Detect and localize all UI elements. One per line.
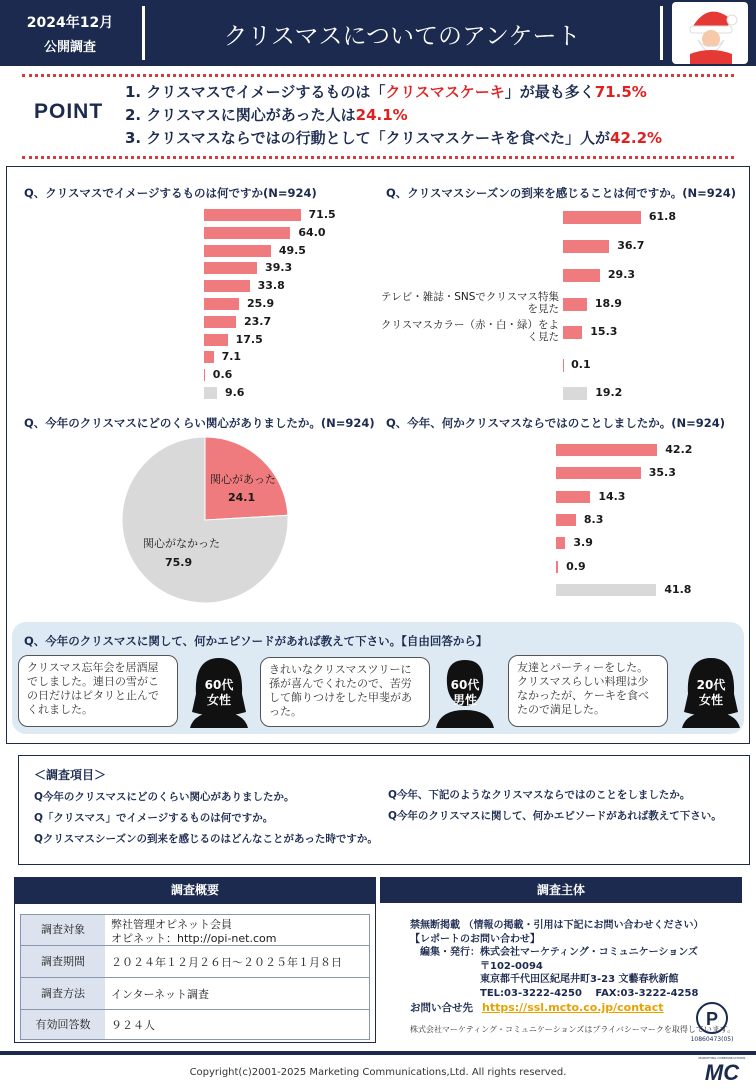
sponsor-text bbox=[410, 919, 703, 1000]
chart1-bar bbox=[204, 280, 250, 292]
overview-label-2: 調査期間 bbox=[21, 946, 105, 977]
page-title: クリスマスについてのアンケート bbox=[223, 22, 581, 50]
chart1-bar bbox=[204, 351, 214, 363]
chart3-title: Q、今年のクリスマスにどのくらい関心がありましたか。(N=924) bbox=[24, 416, 375, 430]
chart4-bar bbox=[556, 584, 656, 596]
chart4-value: 8.3 bbox=[583, 512, 604, 526]
chart2-bar bbox=[563, 269, 600, 282]
pie-label-yes: 関心があった bbox=[210, 473, 276, 486]
contact-label: お問い合せ先 bbox=[410, 1002, 473, 1014]
mc-logo-text: MC bbox=[704, 1060, 740, 1085]
header-label: 公開調査 bbox=[43, 40, 96, 55]
chart4-value: 3.9 bbox=[573, 536, 593, 550]
chart2-label: クリスマスカラー（赤・白・緑）をよく見た bbox=[380, 319, 559, 343]
pie-label-no: 関心がなかった bbox=[143, 537, 220, 550]
chart2-value: 0.1 bbox=[571, 358, 591, 371]
santa-icon bbox=[672, 2, 748, 64]
episode-gender-1: 女性 bbox=[206, 693, 231, 707]
chart1-bar bbox=[204, 245, 271, 257]
pie-value-no: 75.9 bbox=[165, 556, 193, 569]
chart1-value: 7.1 bbox=[221, 350, 242, 364]
episode-bubble-2: きれいなクリスマスツリーに孫が喜んでくれたので、苦労して飾りつけをした甲斐があった。 bbox=[260, 657, 430, 727]
chart1-bar bbox=[204, 334, 228, 346]
chart2-title: Q、クリスマスシーズンの到来を感じることは何ですか。(N=924) bbox=[386, 186, 737, 200]
header-date: 2024年12月 bbox=[26, 15, 114, 31]
overview-value-3: インターネット調査 bbox=[111, 988, 210, 1001]
chart1-value: 23.7 bbox=[243, 314, 272, 328]
chart4-value: 41.8 bbox=[664, 582, 692, 596]
chart1-title: Q、クリスマスでイメージするものは何ですか(N=924) bbox=[24, 186, 317, 200]
mc-logo bbox=[698, 1056, 746, 1086]
chart1-bar bbox=[204, 209, 301, 221]
sponsor-line-6: TEL:03-3222-4250 FAX:03-3222-4258 bbox=[410, 987, 699, 999]
chart2-value: 61.8 bbox=[648, 210, 676, 223]
episode-gender-2: 男性 bbox=[452, 693, 477, 707]
episode-gender-3: 女性 bbox=[698, 693, 723, 707]
chart1-value: 0.6 bbox=[212, 368, 233, 382]
chart1-value: 9.6 bbox=[224, 386, 245, 399]
sponsor-line-1: 禁無断掲載 （情報の掲載・引用は下記にお問い合わせください） bbox=[410, 920, 704, 931]
chart4-bar bbox=[556, 561, 558, 573]
sponsor-line-2: 【レポートのお問い合わせ】 bbox=[410, 933, 540, 945]
header-divider-right bbox=[660, 6, 663, 60]
chart2-bar bbox=[563, 359, 564, 372]
chart4-bar bbox=[556, 444, 657, 456]
survey-item-right-1: Q今年、下記のようなクリスマスならではのことをしましたか。 bbox=[388, 789, 691, 801]
survey-item-left-1: Q今年のクリスマスにどのくらい関心がありましたか。 bbox=[34, 791, 295, 803]
chart1-value: 39.3 bbox=[265, 261, 293, 275]
overview-row-1 bbox=[20, 914, 370, 946]
chart1-value: 25.9 bbox=[246, 297, 275, 310]
chart1-bar bbox=[204, 298, 239, 310]
sponsor-line-4: 〒102-0094 bbox=[410, 960, 543, 972]
chart2-value: 19.2 bbox=[595, 386, 623, 399]
survey-item-right-2: Q今年のクリスマスに関して、何かエピソードがあれば教えて下さい。 bbox=[388, 810, 722, 822]
chart1-value: 64.0 bbox=[298, 225, 326, 239]
chart2-value: 29.3 bbox=[607, 268, 636, 281]
point-item-2: 2. クリスマスに関心があった人は24.1% bbox=[125, 106, 408, 124]
pie-chart bbox=[120, 435, 290, 605]
chart2-value: 36.7 bbox=[617, 239, 645, 252]
copyright: Copyright(c)2001-2025 Marketing Communications,Ltd. All rights reserved. bbox=[189, 1067, 567, 1078]
svg-text:P: P bbox=[705, 1009, 719, 1029]
overview-value-2: ２０２４年１２月２６日～２０２５年１月８日 bbox=[111, 956, 342, 969]
episode-bubble-1: クリスマス忘年会を居酒屋でしました。連日の雪がこの日だけはピタリと止んでくれました。 bbox=[18, 655, 178, 727]
mc-logo-small: MARKETING COMMUNICATIONS bbox=[698, 1056, 746, 1060]
chart4-value: 14.3 bbox=[598, 489, 626, 503]
privacy-text: 株式会社マーケティング・コミュニケーションズはプライバシーマークを取得しています。 bbox=[410, 1025, 736, 1034]
overview-value-1: 弊社管理オピネット会員 bbox=[111, 918, 232, 931]
chart4-bar bbox=[556, 514, 576, 526]
point-bottom-divider bbox=[22, 156, 734, 159]
pie-value-yes: 24.1 bbox=[228, 491, 256, 504]
overview-row-3 bbox=[20, 978, 370, 1010]
survey-item-left-2: Q「クリスマス」でイメージするものは何ですか。 bbox=[34, 812, 274, 824]
chart4-bar bbox=[556, 491, 590, 503]
footer-divider bbox=[0, 1051, 756, 1055]
overview-row-4 bbox=[20, 1010, 370, 1040]
chart2-bar bbox=[563, 326, 582, 339]
pmark-number: 10860473(05) bbox=[690, 1036, 734, 1043]
chart2-bar bbox=[563, 387, 587, 400]
overview-label-1: 調査対象 bbox=[21, 915, 105, 945]
chart1-bar bbox=[204, 227, 290, 239]
episode-age-2: 60代 bbox=[450, 678, 480, 692]
chart4-value: 35.3 bbox=[648, 466, 676, 480]
chart2-label: テレビ・雑誌・SNSでクリスマス特集を見た bbox=[380, 291, 559, 315]
sponsor-line-5: 東京都千代田区紀尾井町3-23 文藝春秋新館 bbox=[410, 974, 679, 985]
survey-item-left-3: Qクリスマスシーズンの到来を感じるのはどんなことがあった時ですか。 bbox=[34, 833, 378, 845]
chart2-value: 15.3 bbox=[590, 325, 618, 338]
overview-label-4: 有効回答数 bbox=[21, 1010, 105, 1039]
point-label: POINT bbox=[34, 100, 104, 123]
chart1-bar bbox=[204, 316, 236, 328]
chart4-value: 0.9 bbox=[566, 559, 586, 573]
sponsor-header: 調査主体 bbox=[380, 877, 742, 903]
episode-age-1: 60代 bbox=[204, 678, 234, 692]
chart1-bar bbox=[204, 369, 205, 381]
point-item-1: 1. クリスマスでイメージするものは「クリスマスケーキ」が最も多く71.5% bbox=[125, 83, 647, 101]
sponsor-line-3: 編集・発行：株式会社マーケティング・コミュニケーションズ bbox=[410, 947, 698, 958]
chart1-value: 49.5 bbox=[278, 243, 306, 257]
survey-items-title: ＜調査項目＞ bbox=[34, 768, 107, 782]
chart4-value: 42.2 bbox=[665, 443, 693, 456]
chart4-bar bbox=[556, 537, 565, 549]
chart2-bar bbox=[563, 298, 587, 311]
point-item-3: 3. クリスマスならではの行動として「クリスマスケーキを食べた」人が42.2% bbox=[125, 129, 663, 147]
point-top-divider bbox=[22, 74, 734, 77]
overview-value-4: ９２４人 bbox=[111, 1019, 155, 1032]
chart2-value: 18.9 bbox=[594, 297, 622, 310]
chart1-value: 17.5 bbox=[235, 332, 263, 346]
chart4-bar bbox=[556, 467, 641, 479]
chart1-bar bbox=[204, 262, 257, 274]
episode-age-3: 20代 bbox=[696, 678, 726, 692]
overview-row-2 bbox=[20, 946, 370, 978]
chart1-value: 33.8 bbox=[257, 279, 285, 293]
header-divider bbox=[142, 6, 145, 60]
chart4-title: Q、今年、何かクリスマスならではのことしましたか。(N=924) bbox=[386, 416, 725, 430]
overview-label-3: 調査方法 bbox=[21, 978, 105, 1009]
overview-header: 調査概要 bbox=[14, 877, 376, 903]
chart1-value: 71.5 bbox=[308, 208, 336, 221]
chart2-bar bbox=[563, 240, 609, 253]
contact-link[interactable]: https://ssl.mcto.co.jp/contact bbox=[482, 1001, 664, 1014]
episode-bubble-3: 友達とパーティーをした。クリスマスらしい料理は少なかったが、ケーキを食べたので満足した。 bbox=[508, 655, 668, 727]
episodes-title: Q、今年のクリスマスに関して、何かエピソードがあれば教えて下さい。【自由回答から】 bbox=[24, 634, 488, 648]
overview-value-1b: オピネット：http://opi-net.com bbox=[111, 932, 277, 945]
chart1-bar bbox=[204, 387, 217, 399]
chart2-bar bbox=[563, 211, 641, 224]
